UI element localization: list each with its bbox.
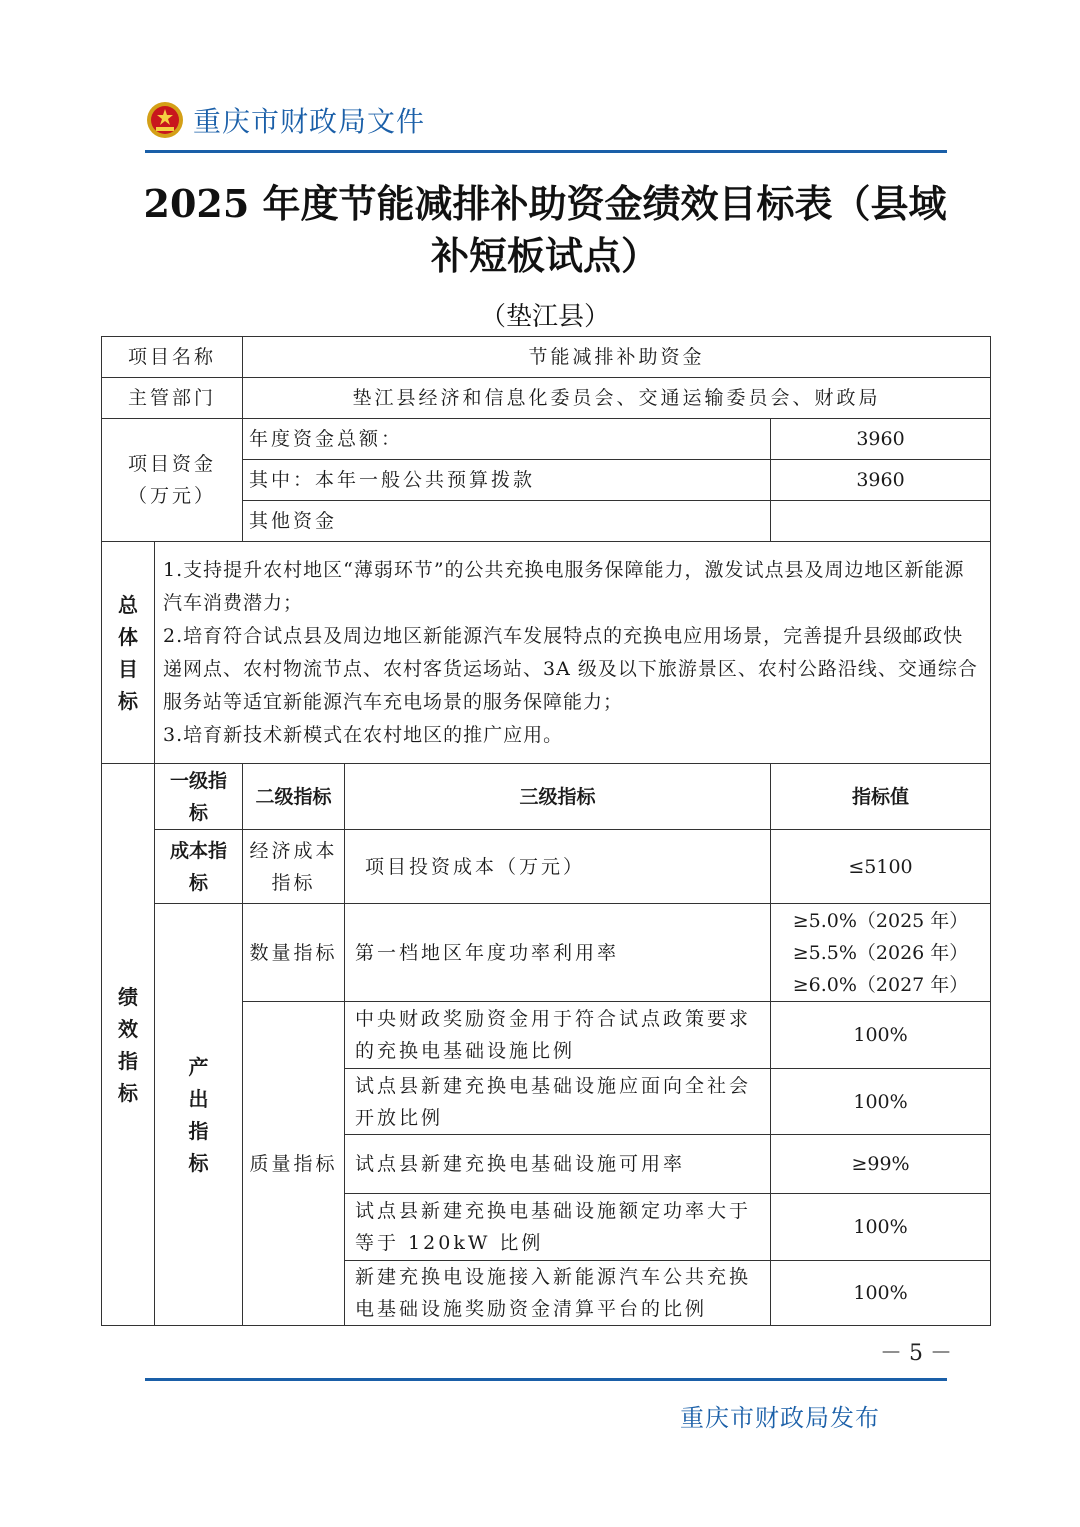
table-row (102, 337, 991, 378)
table-row (102, 542, 991, 764)
quality-value: ≥99% (771, 1135, 991, 1194)
quality-value: 100% (771, 1194, 991, 1261)
quality-level3: 中央财政奖励资金用于符合试点政策要求的充换电基础设施比例 (345, 1002, 771, 1069)
funds-row-label: 年度资金总额： (243, 419, 771, 460)
table-row (102, 764, 991, 830)
funds-row-label: 其中：本年一般公共预算拨款 (243, 460, 771, 501)
quality-level2: 质量指标 (243, 1002, 345, 1326)
quality-level3: 新建充换电设施接入新能源汽车公共充换电基础设施奖励资金清算平台的比例 (345, 1261, 771, 1326)
project-name-value: 节能减排补助资金 (243, 337, 991, 378)
table-row (102, 830, 991, 904)
title-line-2: 补短板试点） (430, 233, 659, 278)
funds-label (102, 419, 243, 542)
funds-row-label: 其他资金 (243, 501, 771, 542)
cost-value: ≤5100 (771, 830, 991, 904)
header-title: 重庆市财政局文件 (193, 105, 426, 138)
quantity-level3: 第一档地区年度功率利用率 (345, 904, 771, 1002)
table-row (102, 419, 991, 460)
quality-value: 100% (771, 1002, 991, 1069)
quantity-value-line: ≥5.0%（2025 年） (792, 909, 969, 932)
title-line-1: 2025 年度节能减排补助资金绩效目标表（县域 (143, 181, 947, 226)
cost-level2: 经济成本指标 (243, 830, 345, 904)
funds-row-value: 3960 (771, 419, 991, 460)
quantity-value-line: ≥6.0%（2027 年） (792, 973, 969, 996)
quality-value: 100% (771, 1261, 991, 1326)
document-header (145, 95, 425, 145)
overall-goals-label: 总 体 目 标 (102, 542, 155, 764)
funds-row-value (771, 501, 991, 542)
performance-indicators-label: 绩 效 指 标 (102, 764, 155, 1326)
performance-target-table (101, 336, 991, 1326)
goal-item: 1.支持提升农村地区“薄弱环节”的公共充换电服务保障能力，激发试点县及周边地区新能源汽车消费潜力； (163, 558, 965, 614)
goal-item: 2.培育符合试点县及周边地区新能源汽车发展特点的充换电应用场景，完善提升县级邮政快递网点、农村物流节点、农村客货运场站、3A 级及以下旅游景区、农村公路沿线、交通综合服务站等适宜新能源汽车充电场景的服务保障能力； (163, 624, 978, 713)
national-emblem-icon (145, 100, 185, 140)
quantity-value-line: ≥5.5%（2026 年） (792, 941, 969, 964)
header-value: 指标值 (771, 764, 991, 830)
page-number: － 5 － (880, 1341, 952, 1366)
funds-label-line-2: （万元） (128, 485, 217, 507)
header-divider (145, 150, 947, 153)
dept-label: 主管部门 (102, 378, 243, 419)
quality-level3: 试点县新建充换电基础设施额定功率大于等于 120kW 比例 (345, 1194, 771, 1261)
table-row (102, 904, 991, 1002)
header-level2: 二级指标 (243, 764, 345, 830)
document-title (120, 178, 970, 282)
goal-item: 3.培育新技术新模式在农村地区的推广应用。 (163, 723, 564, 746)
quantity-value (771, 904, 991, 1002)
cost-level1: 成本指标 (155, 830, 243, 904)
quality-level3: 试点县新建充换电基础设施可用率 (345, 1135, 771, 1194)
document-subtitle: （垫江县） (479, 302, 610, 332)
output-indicators-label: 产 出 指 标 (155, 904, 243, 1326)
quality-level3: 试点县新建充换电基础设施应面向全社会开放比例 (345, 1069, 771, 1135)
funds-row-value: 3960 (771, 460, 991, 501)
footer-divider (145, 1378, 947, 1381)
quality-value: 100% (771, 1069, 991, 1135)
funds-label-line-1: 项目资金 (128, 453, 217, 475)
overall-goals-text (155, 542, 991, 764)
header-level1: 一级指标 (155, 764, 243, 830)
footer-publisher: 重庆市财政局发布 (680, 1404, 880, 1432)
header-level3: 三级指标 (345, 764, 771, 830)
cost-level3: 项目投资成本（万元） (345, 830, 771, 904)
project-name-label: 项目名称 (102, 337, 243, 378)
table-row (102, 378, 991, 419)
quantity-level2: 数量指标 (243, 904, 345, 1002)
dept-value: 垫江县经济和信息化委员会、交通运输委员会、财政局 (243, 378, 991, 419)
